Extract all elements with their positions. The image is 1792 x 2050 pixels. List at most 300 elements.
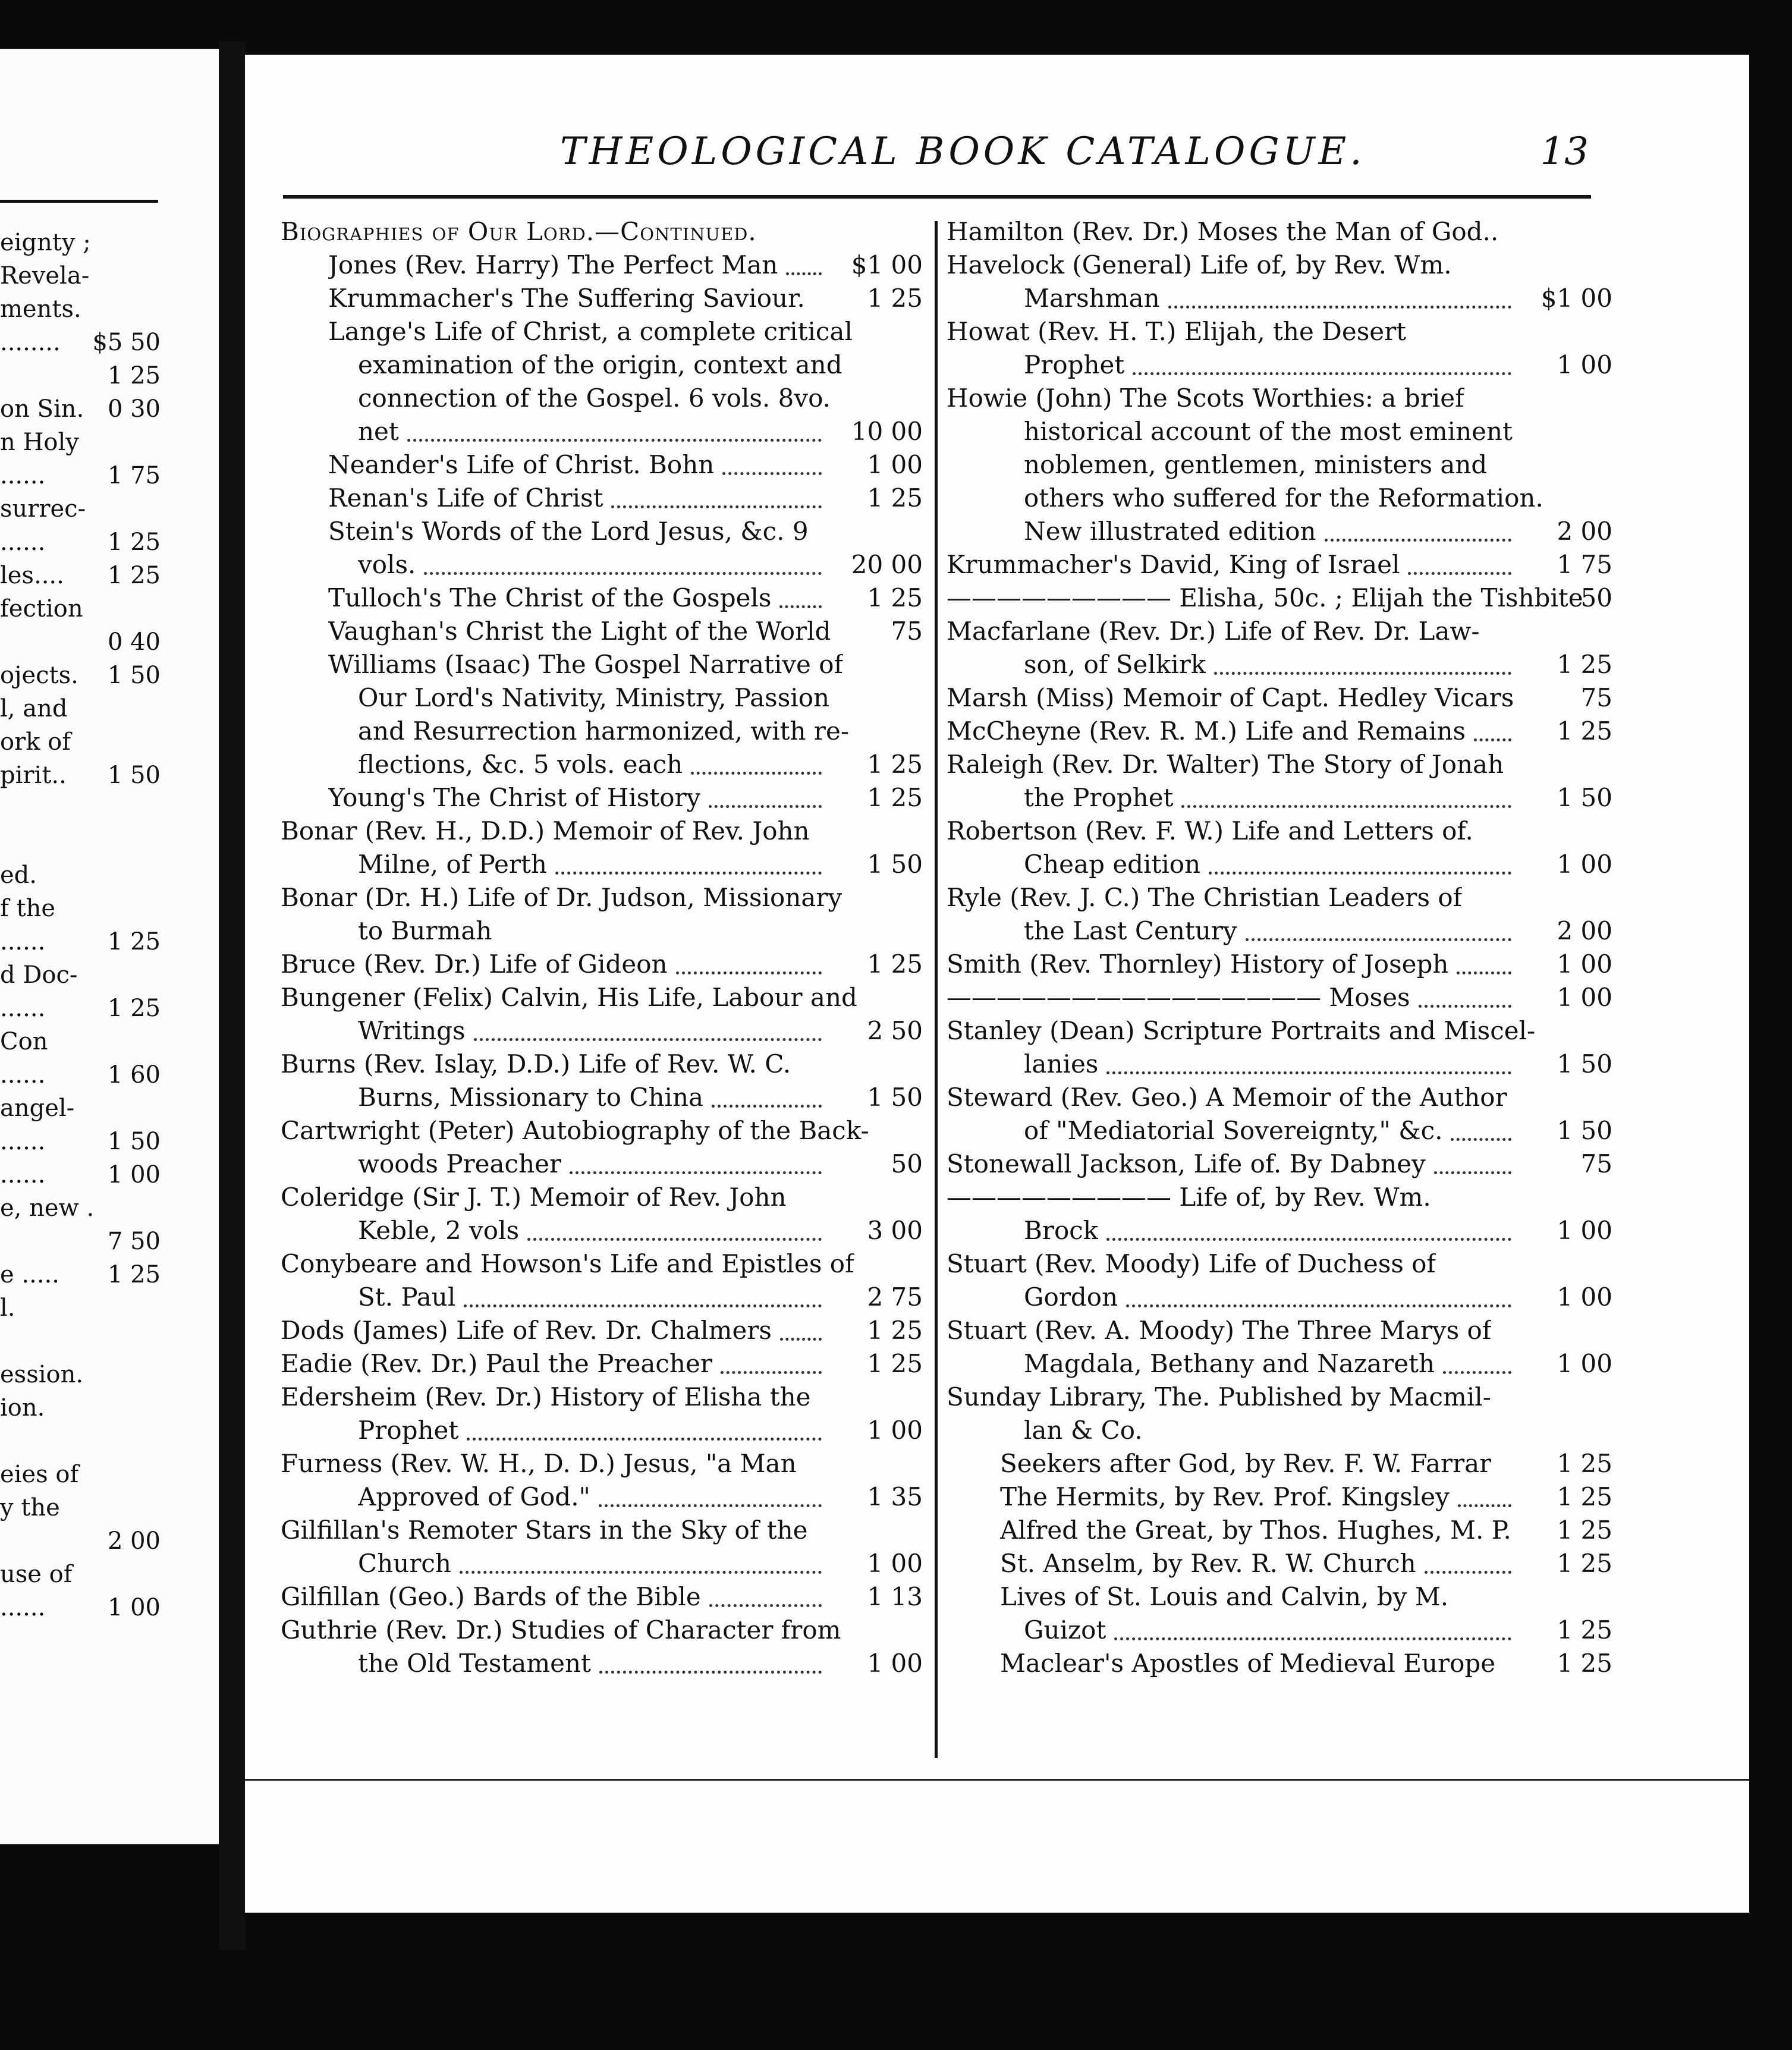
catalogue-entry-line — [281, 1414, 923, 1447]
entry-text: Writings — [358, 1016, 466, 1045]
entry-text: Lange's Life of Christ, a complete critical — [328, 317, 853, 346]
entry-text: Bungener (Felix) Calvin, His Life, Labour and — [281, 983, 857, 1012]
left-page-text: ments. — [0, 295, 81, 323]
entry-price: 1 35 — [867, 1482, 923, 1511]
catalogue-entry-line — [281, 948, 923, 981]
entry-price: 2 00 — [1557, 517, 1612, 546]
catalogue-entry-line — [947, 1614, 1612, 1647]
entry-text: McCheyne (Rev. R. M.) Life and Remains — [947, 716, 1466, 746]
left-page-text: ojects. — [0, 662, 78, 689]
entry-text: Hamilton (Rev. Dr.) Moses the Man of God.. — [947, 217, 1499, 246]
catalogue-entry-line — [281, 1580, 923, 1614]
entry-text: Marshman — [1024, 284, 1160, 313]
left-page-line — [0, 1026, 209, 1057]
entry-price: 75 — [891, 617, 923, 646]
catalogue-entry-line — [947, 448, 1612, 482]
entry-text: connection of the Gospel. 6 vols. 8vo. — [358, 383, 831, 413]
left-page-line — [0, 1193, 209, 1224]
leader-dots — [712, 1077, 822, 1108]
entry-text: Gilfillan's Remoter Stars in the Sky of the — [281, 1516, 808, 1545]
entry-price: 1 00 — [867, 1549, 923, 1578]
catalogue-entry-line — [281, 1381, 923, 1414]
catalogue-entry-line — [281, 249, 923, 282]
leader-dots — [1451, 1111, 1511, 1141]
catalogue-page — [245, 55, 1749, 1913]
left-page-line — [0, 327, 209, 358]
entry-text: Cheap edition — [1024, 850, 1201, 879]
entry-price: 1 00 — [867, 1416, 923, 1445]
entry-text: Seekers after God, by Rev. F. W. Farrar — [1000, 1449, 1492, 1478]
catalogue-entry-line — [947, 1314, 1612, 1347]
entry-price: 75 — [1580, 1149, 1612, 1178]
catalogue-entry-line — [947, 748, 1612, 781]
left-page-line — [0, 560, 209, 591]
entry-text: Lives of St. Louis and Calvin, by M. — [1000, 1582, 1449, 1611]
left-page-line — [0, 1492, 209, 1523]
catalogue-entry-line — [281, 315, 923, 348]
catalogue-entry-line — [947, 715, 1612, 748]
entry-price: 1 25 — [867, 949, 923, 979]
left-page-text: fection — [0, 595, 83, 622]
left-page-line — [0, 1159, 209, 1190]
entry-price: 1 00 — [1557, 1282, 1612, 1312]
entry-text: the Last Century — [1024, 916, 1237, 945]
catalogue-entry-line — [281, 981, 923, 1014]
entry-text: St. Paul — [358, 1282, 456, 1312]
entry-text: to Burmah — [358, 916, 492, 945]
entry-text: Stuart (Rev. Moody) Life of Duchess of — [947, 1249, 1436, 1278]
left-page-text: l, and — [0, 695, 68, 722]
catalogue-entry-line — [947, 681, 1612, 715]
catalogue-entry-line — [281, 881, 923, 914]
leader-dots — [1419, 977, 1511, 1008]
leader-dots — [676, 944, 822, 974]
entry-text: Stein's Words of the Lord Jesus, &c. 9 — [328, 517, 809, 546]
right-column — [947, 215, 1612, 1680]
catalogue-entry-line — [947, 648, 1612, 681]
catalogue-entry-line — [281, 815, 923, 848]
catalogue-entry-line — [281, 548, 923, 581]
left-page-text: ...... — [0, 529, 46, 556]
catalogue-entry-line — [281, 1547, 923, 1580]
left-column — [281, 215, 923, 1680]
catalogue-entry-line — [281, 715, 923, 748]
entry-text: Howie (John) The Scots Worthies: a brief — [947, 383, 1464, 413]
catalogue-entry-line — [947, 815, 1612, 848]
left-page-line — [0, 693, 209, 724]
entry-text: Gilfillan (Geo.) Bards of the Bible — [281, 1582, 701, 1611]
catalogue-entry-line — [947, 914, 1612, 948]
entry-text: Robertson (Rev. F. W.) Life and Letters of. — [947, 816, 1473, 845]
catalogue-entry-line — [947, 1081, 1612, 1114]
catalogue-entry-line — [947, 1580, 1612, 1614]
catalogue-entry-line — [947, 382, 1612, 415]
entry-text: Jones (Rev. Harry) The Perfect Man — [328, 250, 778, 279]
catalogue-entry-line — [281, 515, 923, 548]
left-page-price: 1 00 — [107, 1594, 161, 1621]
leader-dots — [1126, 1277, 1511, 1307]
leader-dots — [1168, 278, 1511, 309]
left-page-line — [0, 1559, 209, 1590]
catalogue-entry-line — [947, 1514, 1612, 1547]
catalogue-entry-line — [947, 249, 1612, 282]
catalogue-entry-line — [281, 581, 923, 615]
entry-text: Approved of God." — [358, 1482, 590, 1511]
left-page-price: 0 30 — [107, 395, 161, 423]
leader-dots — [424, 545, 822, 575]
entry-text: Tulloch's The Christ of the Gospels — [328, 583, 772, 612]
entry-text: of "Mediatorial Sovereignty," &c. — [1024, 1116, 1443, 1145]
entry-text: Marsh (Miss) Memoir of Capt. Hedley Vicars — [947, 683, 1514, 712]
left-page-text: Con — [0, 1028, 48, 1055]
entry-price: 2 00 — [1557, 916, 1612, 945]
entry-text: Milne, of Perth — [358, 850, 547, 879]
left-page-price: 1 25 — [107, 562, 161, 589]
left-page-line — [0, 460, 209, 491]
entry-text: noblemen, gentlemen, ministers and — [1024, 450, 1488, 479]
entry-price: 1 00 — [867, 1649, 923, 1678]
left-page-fragment — [0, 49, 222, 1844]
leader-dots — [1133, 345, 1511, 375]
left-page-text: ...... — [0, 462, 46, 489]
catalogue-entry-line — [281, 382, 923, 415]
entry-price: 1 25 — [1557, 1615, 1612, 1645]
left-page-line — [0, 1426, 209, 1457]
left-page-line — [0, 660, 209, 691]
entry-text: Prophet — [358, 1416, 459, 1445]
entry-price: 1 25 — [867, 483, 923, 512]
catalogue-entry-line — [947, 1147, 1612, 1181]
leader-dots — [599, 1477, 822, 1507]
catalogue-entry-line — [281, 748, 923, 781]
left-page-line — [0, 727, 209, 757]
catalogue-entry-line — [281, 1347, 923, 1381]
leader-dots — [467, 1410, 822, 1441]
catalogue-entry-line — [947, 1547, 1612, 1580]
entry-text: Brock — [1024, 1216, 1099, 1245]
entry-text: Stonewall Jackson, Life of. By Dabney — [947, 1149, 1426, 1178]
entry-text: Our Lord's Nativity, Ministry, Passion — [358, 683, 830, 712]
catalogue-entry-line — [947, 981, 1612, 1014]
left-page-price: 0 40 — [107, 628, 161, 656]
left-page-line — [0, 860, 209, 891]
leader-dots — [1474, 711, 1511, 741]
entry-price: 1 25 — [1557, 1516, 1612, 1545]
catalogue-entry-line — [281, 1314, 923, 1347]
left-page-line — [0, 593, 209, 624]
catalogue-entry-line — [947, 482, 1612, 515]
catalogue-entry-line — [281, 648, 923, 681]
entry-price: 1 00 — [1557, 1349, 1612, 1378]
leader-dots — [1114, 1610, 1511, 1640]
catalogue-entry-line — [947, 1048, 1612, 1081]
entry-text: Guthrie (Rev. Dr.) Studies of Character from — [281, 1615, 841, 1645]
entry-text: Church — [358, 1549, 451, 1578]
leader-dots — [570, 1144, 822, 1174]
entry-text: Young's The Christ of History — [328, 783, 701, 812]
catalogue-entry-line — [281, 681, 923, 715]
catalogue-entry-line — [281, 1147, 923, 1181]
catalogue-entry-line — [947, 1281, 1612, 1314]
left-page-line — [0, 1293, 209, 1323]
left-page-line — [0, 227, 209, 258]
leader-dots — [709, 778, 822, 808]
catalogue-entry-line — [947, 1014, 1612, 1048]
page-number: 13 — [1540, 130, 1589, 174]
catalogue-entry-line — [281, 1614, 923, 1647]
entry-price: 1 25 — [867, 583, 923, 612]
catalogue-entry-line — [281, 848, 923, 881]
left-page-price: 1 25 — [107, 995, 161, 1022]
leader-dots — [1214, 644, 1511, 675]
entry-text: ————————— Elisha, 50c. ; Elijah the Tishbite — [947, 583, 1583, 612]
catalogue-entry-line — [281, 1281, 923, 1314]
left-page-line — [0, 360, 209, 391]
entry-text: ————————— Life of, by Rev. Wm. — [947, 1183, 1431, 1212]
entry-text: Vaughan's Christ the Light of the World — [328, 617, 831, 646]
entry-text: Keble, 2 vols — [358, 1216, 520, 1245]
left-page-text: pirit.. — [0, 762, 67, 789]
entry-price: 1 13 — [867, 1582, 923, 1611]
entry-text: Krummacher's The Suffering Saviour. — [328, 284, 805, 313]
entry-text: Cartwright (Peter) Autobiography of the Back- — [281, 1116, 869, 1145]
left-page-price: 1 25 — [107, 1261, 161, 1288]
leader-dots — [474, 1011, 822, 1041]
left-page-text: d Doc- — [0, 961, 78, 989]
entry-text: lan & Co. — [1024, 1416, 1143, 1445]
entry-price: 1 25 — [867, 1349, 923, 1378]
entry-price: 1 50 — [1557, 783, 1612, 812]
left-page-price: 1 75 — [107, 462, 161, 489]
entry-price: 1 00 — [1557, 1216, 1612, 1245]
entry-text: Furness (Rev. W. H., D. D.) Jesus, "a Man — [281, 1449, 797, 1478]
catalogue-entry-line — [947, 1381, 1612, 1414]
entry-text: St. Anselm, by Rev. R. W. Church — [1000, 1549, 1416, 1578]
entry-price: 2 50 — [867, 1016, 923, 1045]
entry-text: Bruce (Rev. Dr.) Life of Gideon — [281, 949, 668, 979]
left-page-text: on Sin. — [0, 395, 84, 423]
left-page-line — [0, 1226, 209, 1257]
left-page-rule — [0, 200, 158, 203]
catalogue-entry-line — [947, 1447, 1612, 1480]
entry-price: 1 00 — [867, 450, 923, 479]
catalogue-entry-line — [281, 1647, 923, 1680]
left-page-line — [0, 1259, 209, 1290]
left-page-text: angel- — [0, 1095, 75, 1122]
entry-text: Steward (Rev. Geo.) A Memoir of the Author — [947, 1083, 1507, 1112]
entry-text: Neander's Life of Christ. Bohn — [328, 450, 715, 479]
leader-dots — [1458, 1477, 1511, 1507]
left-page-line — [0, 826, 209, 857]
entry-text: Smith (Rev. Thornley) History of Joseph — [947, 949, 1449, 979]
left-page-price: 7 50 — [107, 1228, 161, 1255]
catalogue-entry-line — [281, 282, 923, 315]
left-page-text: e, new . — [0, 1194, 95, 1222]
left-page-line — [0, 427, 209, 458]
entry-price: 1 25 — [867, 284, 923, 313]
left-page-text: ...... — [0, 1128, 46, 1155]
entry-price: 50 — [891, 1149, 923, 1178]
left-page-text: ...... — [0, 1061, 46, 1089]
catalogue-entry-line — [947, 1181, 1612, 1214]
left-page-line — [0, 1059, 209, 1090]
leader-dots — [1434, 1144, 1511, 1174]
catalogue-entry-line — [281, 1480, 923, 1514]
entry-price: 1 50 — [867, 1083, 923, 1112]
entry-text: Burns, Missionary to China — [358, 1083, 704, 1112]
leader-dots — [1457, 944, 1511, 974]
catalogue-entry-line — [281, 215, 923, 249]
entry-price: 50 — [1580, 583, 1612, 612]
entry-price: 1 75 — [1557, 550, 1612, 579]
leader-dots — [464, 1277, 822, 1307]
left-page-text: eignty ; — [0, 229, 91, 256]
left-page-text: ession. — [0, 1361, 84, 1388]
entry-text: others who suffered for the Reformation. — [1024, 483, 1543, 512]
entry-text: lanies — [1024, 1049, 1099, 1079]
entry-price: 1 25 — [867, 750, 923, 779]
catalogue-entry-line — [281, 348, 923, 382]
catalogue-entry-line — [281, 1447, 923, 1480]
entry-text: net — [358, 417, 399, 446]
left-page-price: 2 00 — [107, 1527, 161, 1555]
leader-dots — [1209, 844, 1511, 875]
entry-text: the Old Testament — [358, 1649, 591, 1678]
entry-text: Eadie (Rev. Dr.) Paul the Preacher — [281, 1349, 712, 1378]
left-page-text: Revela- — [0, 262, 90, 290]
entry-text: Renan's Life of Christ — [328, 483, 603, 512]
entry-text: ——————————————— Moses — [947, 983, 1410, 1012]
entry-text: flections, &c. 5 vols. each — [358, 750, 683, 779]
left-page-line — [0, 1093, 209, 1124]
entry-text: Sunday Library, The. Published by Macmil- — [947, 1382, 1491, 1411]
entry-price: 1 25 — [1557, 1449, 1612, 1478]
entry-price: $1 00 — [1541, 284, 1612, 313]
left-page-price: $5 50 — [92, 329, 161, 356]
entry-text: Raleigh (Rev. Dr. Walter) The Story of Jonah — [947, 750, 1504, 779]
entry-text: Conybeare and Howson's Life and Epistles of — [281, 1249, 854, 1278]
left-page-text: ork of — [0, 728, 71, 756]
catalogue-entry-line — [947, 415, 1612, 448]
left-page-price: 1 25 — [107, 529, 161, 556]
leader-dots — [1408, 545, 1511, 575]
entry-text: Howat (Rev. H. T.) Elijah, the Desert — [947, 317, 1407, 346]
catalogue-entry-line — [281, 781, 923, 815]
entry-text: Dods (James) Life of Rev. Dr. Chalmers — [281, 1316, 772, 1345]
entry-text: Bonar (Dr. H.) Life of Dr. Judson, Missionary — [281, 883, 842, 912]
leader-dots — [1325, 511, 1511, 542]
entry-price: 1 00 — [1557, 350, 1612, 379]
catalogue-entry-line — [947, 881, 1612, 914]
left-page-line — [0, 1359, 209, 1390]
entry-price: 1 25 — [1557, 1549, 1612, 1578]
left-page-price: 1 00 — [107, 1161, 161, 1189]
left-page-line — [0, 926, 209, 957]
catalogue-entry-line — [281, 1214, 923, 1247]
entry-text: Edersheim (Rev. Dr.) History of Elisha the — [281, 1382, 811, 1411]
left-page-line — [0, 394, 209, 425]
left-page-line — [0, 294, 209, 325]
entry-text: Macfarlane (Rev. Dr.) Life of Rev. Dr. Law- — [947, 617, 1480, 646]
entry-text: the Prophet — [1024, 783, 1174, 812]
catalogue-entry-line — [947, 315, 1612, 348]
entry-price: 1 50 — [1557, 1116, 1612, 1145]
left-page-line — [0, 1392, 209, 1423]
entry-price: 1 25 — [1557, 716, 1612, 746]
entry-text: Alfred the Great, by Thos. Hughes, M. P. — [1000, 1516, 1511, 1545]
entry-price: 1 25 — [1557, 1482, 1612, 1511]
left-page-line — [0, 893, 209, 924]
catalogue-entry-line — [947, 1414, 1612, 1447]
left-page-text: ...... — [0, 1161, 46, 1189]
catalogue-entry-line — [947, 615, 1612, 648]
leader-dots — [1181, 778, 1511, 808]
leader-dots — [1443, 1344, 1511, 1374]
catalogue-entry-line — [281, 1014, 923, 1048]
header-rule — [283, 195, 1591, 199]
entry-text: Prophet — [1024, 350, 1125, 379]
left-page-line — [0, 793, 209, 824]
catalogue-entry-line — [281, 1114, 923, 1147]
left-page-text: surrec- — [0, 495, 86, 523]
entry-price: 3 00 — [867, 1216, 923, 1245]
leader-dots — [599, 1643, 822, 1674]
entry-price: 1 50 — [1557, 1049, 1612, 1079]
left-page-line — [0, 960, 209, 991]
entry-text: Krummacher's David, King of Israel — [947, 550, 1400, 579]
catalogue-entry-line — [281, 615, 923, 648]
leader-dots — [691, 744, 822, 775]
entry-price: 2 75 — [867, 1282, 923, 1312]
entry-text: Biographies of Our Lord.—Continued. — [281, 217, 757, 246]
left-page-text: ...... — [0, 1594, 46, 1621]
entry-text: vols. — [358, 550, 416, 579]
entry-text: Stanley (Dean) Scripture Portraits and Miscel- — [947, 1016, 1536, 1045]
entry-price: 1 00 — [1557, 983, 1612, 1012]
left-page-price: 1 60 — [107, 1061, 161, 1089]
left-page-line — [0, 627, 209, 658]
column-divider — [935, 221, 938, 1758]
left-page-text: ........ — [0, 329, 61, 356]
entry-text: woods Preacher — [358, 1149, 562, 1178]
left-page-line — [0, 1459, 209, 1490]
entry-text: historical account of the most eminent — [1024, 417, 1513, 446]
entry-price: 10 00 — [851, 417, 923, 446]
catalogue-entry-line — [947, 548, 1612, 581]
leader-dots — [1106, 1044, 1511, 1074]
leader-dots — [721, 1344, 822, 1374]
catalogue-entry-line — [281, 1514, 923, 1547]
leader-dots — [407, 411, 822, 442]
catalogue-entry-line — [947, 948, 1612, 981]
leader-dots — [1246, 911, 1511, 941]
entry-price: $1 00 — [851, 250, 923, 279]
leader-dots — [611, 478, 822, 508]
entry-text: Guizot — [1024, 1615, 1106, 1645]
catalogue-entry-line — [947, 515, 1612, 548]
entry-text: Havelock (General) Life of, by Rev. Wm. — [947, 250, 1452, 279]
catalogue-entry-line — [281, 1081, 923, 1114]
leader-dots — [1106, 1210, 1511, 1241]
left-page-line — [0, 1126, 209, 1157]
left-page-text: y the — [0, 1494, 60, 1521]
left-page-line — [0, 1326, 209, 1357]
entry-text: The Hermits, by Rev. Prof. Kingsley — [1000, 1482, 1450, 1511]
catalogue-entry-line — [947, 1480, 1612, 1514]
entry-price: 1 00 — [1557, 850, 1612, 879]
footer-rule — [245, 1779, 1749, 1781]
entry-price: 1 50 — [867, 850, 923, 879]
